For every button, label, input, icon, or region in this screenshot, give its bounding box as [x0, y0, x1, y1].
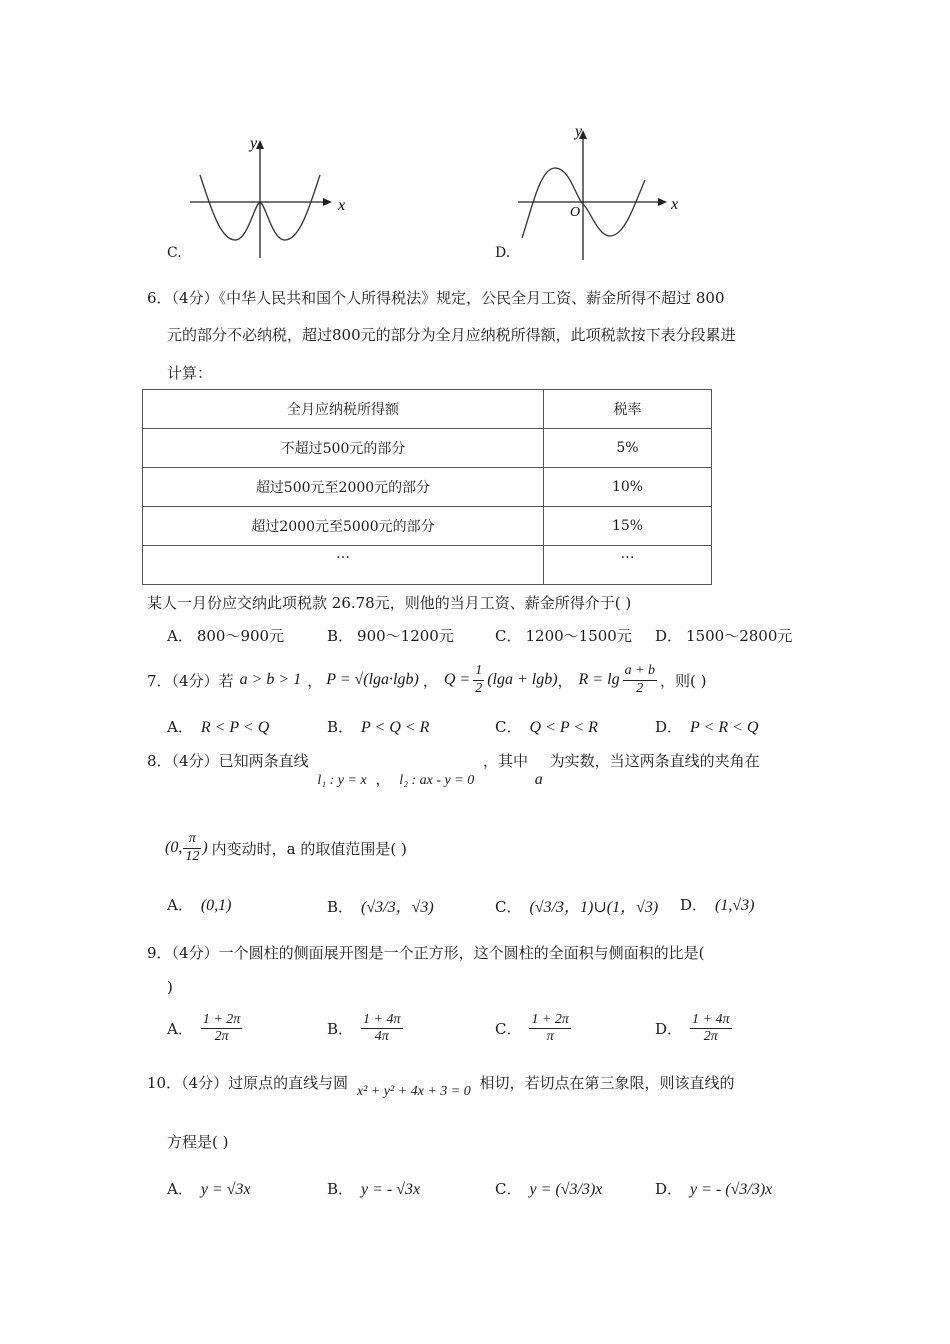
fraction-numerator: 1 + 2π — [529, 1012, 570, 1029]
q7-option-a[interactable] — [167, 716, 269, 737]
q7-q-fraction — [473, 663, 484, 696]
option-label: A． — [167, 718, 193, 736]
q6-stem-line2: 元的部分不必纳税，超过800元的部分为全月应纳税所得额，此项税款按下表分段累进 — [167, 326, 736, 344]
graph-option-c — [180, 130, 360, 270]
q8-option-b[interactable] — [327, 894, 434, 917]
option-label: D． — [655, 1180, 683, 1198]
q9-stem-line1: 9．（4分）一个圆柱的侧面展开图是一个正方形，这个圆柱的全面积与侧面积的比是( — [147, 944, 705, 962]
fraction-denominator: 2π — [214, 1029, 229, 1045]
q8-option-d[interactable] — [680, 894, 754, 915]
q6-option-a[interactable] — [167, 625, 284, 646]
option-text: y = √3x — [200, 1181, 251, 1198]
q8-line2-text: 内变动时，a 的取值范围是( ) — [211, 839, 407, 858]
option-text: P < R < Q — [690, 719, 759, 736]
fraction-denominator: 2π — [703, 1029, 718, 1045]
q7-q-num: 1 — [473, 663, 484, 680]
fraction-denominator: π — [546, 1029, 554, 1045]
graph-d-x-label: x — [671, 196, 679, 213]
option-text: Q < P < R — [529, 719, 598, 736]
fraction-numerator: 1 + 2π — [201, 1012, 242, 1029]
q8-stem-line2 — [165, 826, 407, 870]
option-label: D． — [655, 1020, 683, 1039]
q10-option-b[interactable] — [327, 1178, 420, 1199]
option-text: y = (√3/3)x — [529, 1181, 603, 1198]
option-text: (0,1) — [200, 897, 232, 914]
q7-r-lhs: R = lg — [578, 671, 620, 688]
option-fraction — [201, 1012, 242, 1045]
q10-option-d[interactable] — [655, 1178, 772, 1199]
q7-r-den: 2 — [636, 680, 644, 696]
option-text: y = - (√3/3)x — [690, 1181, 773, 1198]
q8-var-a: a — [534, 771, 543, 788]
q6-stem-line3: 计算： — [167, 364, 213, 382]
option-label: B． — [327, 898, 354, 916]
option-label: C． — [495, 627, 522, 645]
option-text: 900～1200元 — [357, 627, 454, 645]
table-row — [143, 507, 712, 546]
option-text: y = - √3x — [361, 1181, 421, 1198]
q8-range-den: 12 — [185, 848, 200, 864]
q7-stem: 7．（4分）若 a > b > 1 ， P = √(lga·lgb) ， Q = $\frac{1}{2}$ (lga + lgb) ， R = lg $\frac{a + b}{2}$ ，则( ) — [147, 663, 707, 696]
option-text: (√3/3，1)∪(1，√3) — [529, 899, 659, 916]
graph-c-y-arrow — [256, 140, 264, 149]
option-label: D． — [655, 627, 683, 645]
table-row — [143, 429, 712, 468]
table-cell-rate: … — [544, 546, 712, 585]
q8-stem-line1: 8．（4分）已知两条直线 l₁ : y = x ， l₂ : ax - y = 0 ，其中 a 为实数，当这两条直线的夹角在 — [147, 752, 760, 788]
q7-condition: a > b > 1 — [239, 671, 302, 688]
q8-range-fraction — [183, 831, 201, 864]
q8-range-close: ) — [202, 839, 208, 856]
q8-l2: l₂ : ax - y = 0 — [399, 773, 475, 788]
q7-option-d[interactable] — [655, 716, 758, 737]
q7-suffix: ，则( ) — [660, 671, 707, 690]
table-row — [143, 546, 712, 585]
q8-mid: ，其中 — [483, 752, 529, 770]
graph-c-y-label: y — [250, 135, 258, 152]
graph-c-x-arrow — [323, 198, 332, 206]
option-text: 1500～2800元 — [686, 627, 793, 645]
q7-option-b[interactable] — [327, 716, 429, 737]
q5-option-d-label: D. — [495, 245, 511, 261]
q7-q-den: 2 — [475, 680, 483, 696]
option-fraction — [690, 1012, 731, 1045]
option-label: C． — [495, 1020, 522, 1039]
option-text: (1,√3) — [715, 897, 755, 914]
q10-stem-line2: 方程是( ) — [167, 1133, 229, 1151]
q7-r-fraction — [623, 663, 657, 696]
table-row — [143, 468, 712, 507]
option-label: B． — [327, 1180, 354, 1198]
q10-circle-equation: x² + y² + 4x + 3 = 0 — [356, 1084, 471, 1099]
graph-d-y-label: y — [575, 123, 583, 140]
option-label: A． — [167, 1020, 193, 1039]
graph-d-x-arrow — [658, 198, 667, 206]
table-cell-bracket: 超过500元至2000元的部分 — [143, 468, 544, 507]
q8-l1: l₁ : y = x — [317, 773, 367, 788]
q9-option-c[interactable] — [495, 1012, 574, 1045]
table-cell-bracket: … — [143, 546, 544, 585]
q10-stem-line1 — [147, 1072, 735, 1112]
table-cell-rate: 10% — [544, 468, 712, 507]
option-label: A． — [167, 627, 193, 645]
tax-rate-table — [142, 389, 712, 585]
q8-range-open: (0, — [165, 839, 183, 856]
option-text: P < Q < R — [361, 719, 430, 736]
q8-range-num: π — [183, 831, 201, 848]
q10-option-c[interactable] — [495, 1178, 602, 1199]
q9-option-a[interactable] — [167, 1012, 245, 1045]
table-header-rate: 税率 — [544, 390, 712, 429]
q7-option-c[interactable] — [495, 716, 598, 737]
option-text: 1200～1500元 — [525, 627, 632, 645]
graph-c-x-label: x — [338, 197, 346, 214]
table-cell-bracket: 不超过500元的部分 — [143, 429, 544, 468]
option-fraction — [361, 1012, 402, 1045]
option-label: A． — [167, 1180, 193, 1198]
option-label: B． — [327, 627, 354, 645]
option-label: D． — [680, 896, 708, 914]
q6-option-c[interactable] — [495, 625, 632, 646]
graph-option-d — [510, 118, 690, 268]
option-label: B． — [327, 718, 354, 736]
q6-option-d[interactable] — [655, 625, 792, 646]
q6-after-table: 某人一月份应交纳此项税款 26.78元，则他的当月工资、薪金所得介于( ) — [147, 594, 632, 612]
option-label: C． — [495, 1180, 522, 1198]
q8-suffix: 为实数，当这两条直线的夹角在 — [549, 752, 760, 770]
option-label: D． — [655, 718, 683, 736]
option-label: C． — [495, 898, 522, 916]
q7-p-def: P = √(lga·lgb) — [326, 671, 419, 688]
q8-prefix: 8．（4分）已知两条直线 — [147, 752, 309, 770]
option-label: C． — [495, 718, 522, 736]
q7-q-lhs: Q = — [443, 671, 471, 688]
q10-suffix: 相切，若切点在第三象限，则该直线的 — [479, 1074, 735, 1092]
q7-q-rhs: (lga + lgb) — [487, 671, 558, 688]
q10-prefix: 10．（4分）过原点的直线与圆 — [147, 1074, 349, 1092]
option-text: (√3/3，√3) — [361, 899, 434, 916]
option-fraction — [529, 1012, 570, 1045]
q8-option-c[interactable] — [495, 894, 658, 917]
option-label: B． — [327, 1020, 354, 1039]
q10-option-a[interactable] — [167, 1178, 251, 1199]
q6-option-b[interactable] — [327, 625, 454, 646]
fraction-denominator: 4π — [374, 1029, 389, 1045]
q9-option-b[interactable] — [327, 1012, 406, 1045]
q7-prefix: 7．（4分）若 — [147, 671, 234, 690]
table-cell-rate: 5% — [544, 429, 712, 468]
option-text: R < P < Q — [200, 719, 270, 736]
option-label: A． — [167, 896, 193, 914]
fraction-numerator: 1 + 4π — [690, 1012, 731, 1029]
table-cell-bracket: 超过2000元至5000元的部分 — [143, 507, 544, 546]
q5-option-c-label: C. — [167, 245, 182, 261]
fraction-numerator: 1 + 4π — [361, 1012, 402, 1029]
q6-stem-line1: 6．（4分）《中华人民共和国个人所得税法》规定，公民全月工资、薪金所得不超过 800 — [147, 289, 725, 307]
q8-option-a[interactable] — [167, 894, 232, 915]
table-cell-rate: 15% — [544, 507, 712, 546]
table-header-row — [143, 390, 712, 429]
q7-r-num: a + b — [623, 663, 657, 680]
table-header-income: 全月应纳税所得额 — [143, 390, 544, 429]
graph-d-origin-label: O — [570, 205, 581, 220]
q9-option-d[interactable] — [655, 1012, 735, 1045]
option-text: 800～900元 — [196, 627, 285, 645]
q9-stem-line2: ) — [167, 978, 173, 996]
